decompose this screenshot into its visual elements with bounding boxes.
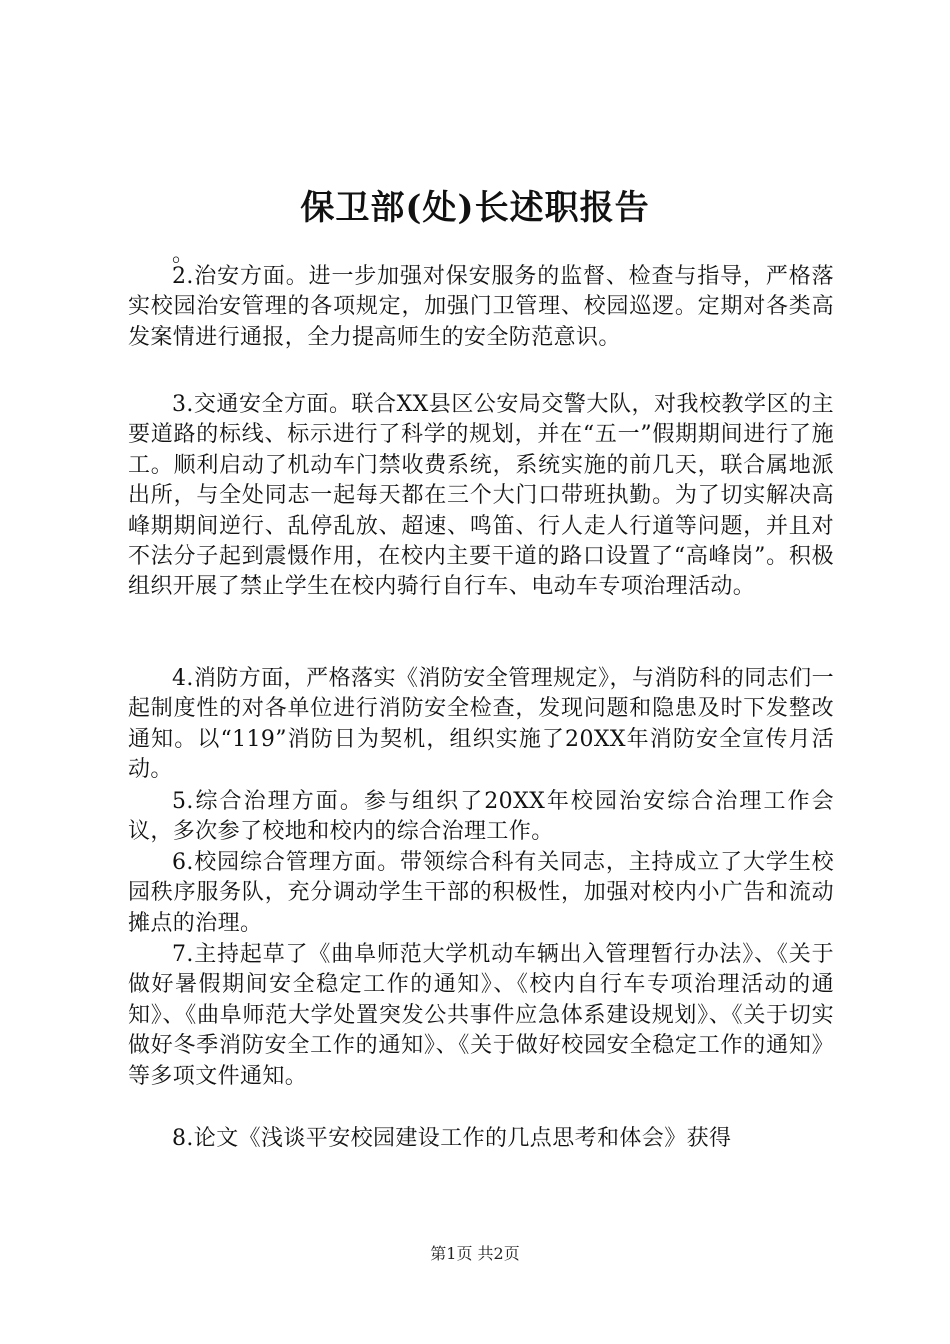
paragraph-drafted-documents: 7.主持起草了《曲阜师范大学机动车辆出入管理暂行办法》、《关于做好暑假期间安全稳定工作的通知》、《校内自行车专项治理活动的通知》、《曲阜师范大学处置突发公共事件应急体系建设规划》、《关于切实做好冬季消防安全工作的通知》、《关于做好校园安全稳定工作的通知》等多项文件通知。 (128, 942, 834, 1089)
paragraph-paper-award: 8.论文《浅谈平安校园建设工作的几点思考和体会》获得 (172, 1126, 732, 1151)
paragraph-traffic-safety: 3.交通安全方面。联合XX县区公安局交警大队，对我校教学区的主要道路的标线、标示进行了科学的规划，并在“五一”假期期间进行了施工。顺利启动了机动车门禁收费系统，系统实施的前几天，联合属地派出所，与全处同志一起每天都在三个大门口带班执勤。为了切实解决高峰期期间逆行、乱停乱放、超速、鸣笛、行人走人行道等问题，并且对不法分子起到震慑作用，在校内主要干道的路口设置了“高峰岗”。积极组织开展了禁止学生在校内骑行自行车、电动车专项治理活动。 (128, 392, 834, 600)
document-title: 保卫部(处)长述职报告 (300, 188, 650, 228)
paragraph-fire-safety: 4.消防方面，严格落实《消防安全管理规定》，与消防科的同志们一起制度性的对各单位进行消防安全检查，发现问题和隐患及时下发整改通知。以“119”消防日为契机，组织实施了20XX年消防安全宣传月活动。 (128, 666, 834, 783)
paragraph-comprehensive-governance: 5.综合治理方面。参与组织了20XX年校园治安综合治理工作会议，多次参了校地和校内的综合治理工作。 (128, 789, 834, 845)
paragraph-public-security: 2.治安方面。进一步加强对保安服务的监督、检查与指导，严格落实校园治安管理的各项规定，加强门卫管理、校园巡逻。定期对各类高发案情进行通报，全力提高师生的安全防范意识。 (128, 264, 834, 350)
page-footer: 第1页 共2页 (430, 1244, 520, 1263)
leading-mark: 。 (172, 242, 195, 267)
paragraph-campus-management: 6.校园综合管理方面。带领综合科有关同志，主持成立了大学生校园秩序服务队，充分调动学生干部的积极性，加强对校内小广告和流动摊点的治理。 (128, 850, 834, 936)
